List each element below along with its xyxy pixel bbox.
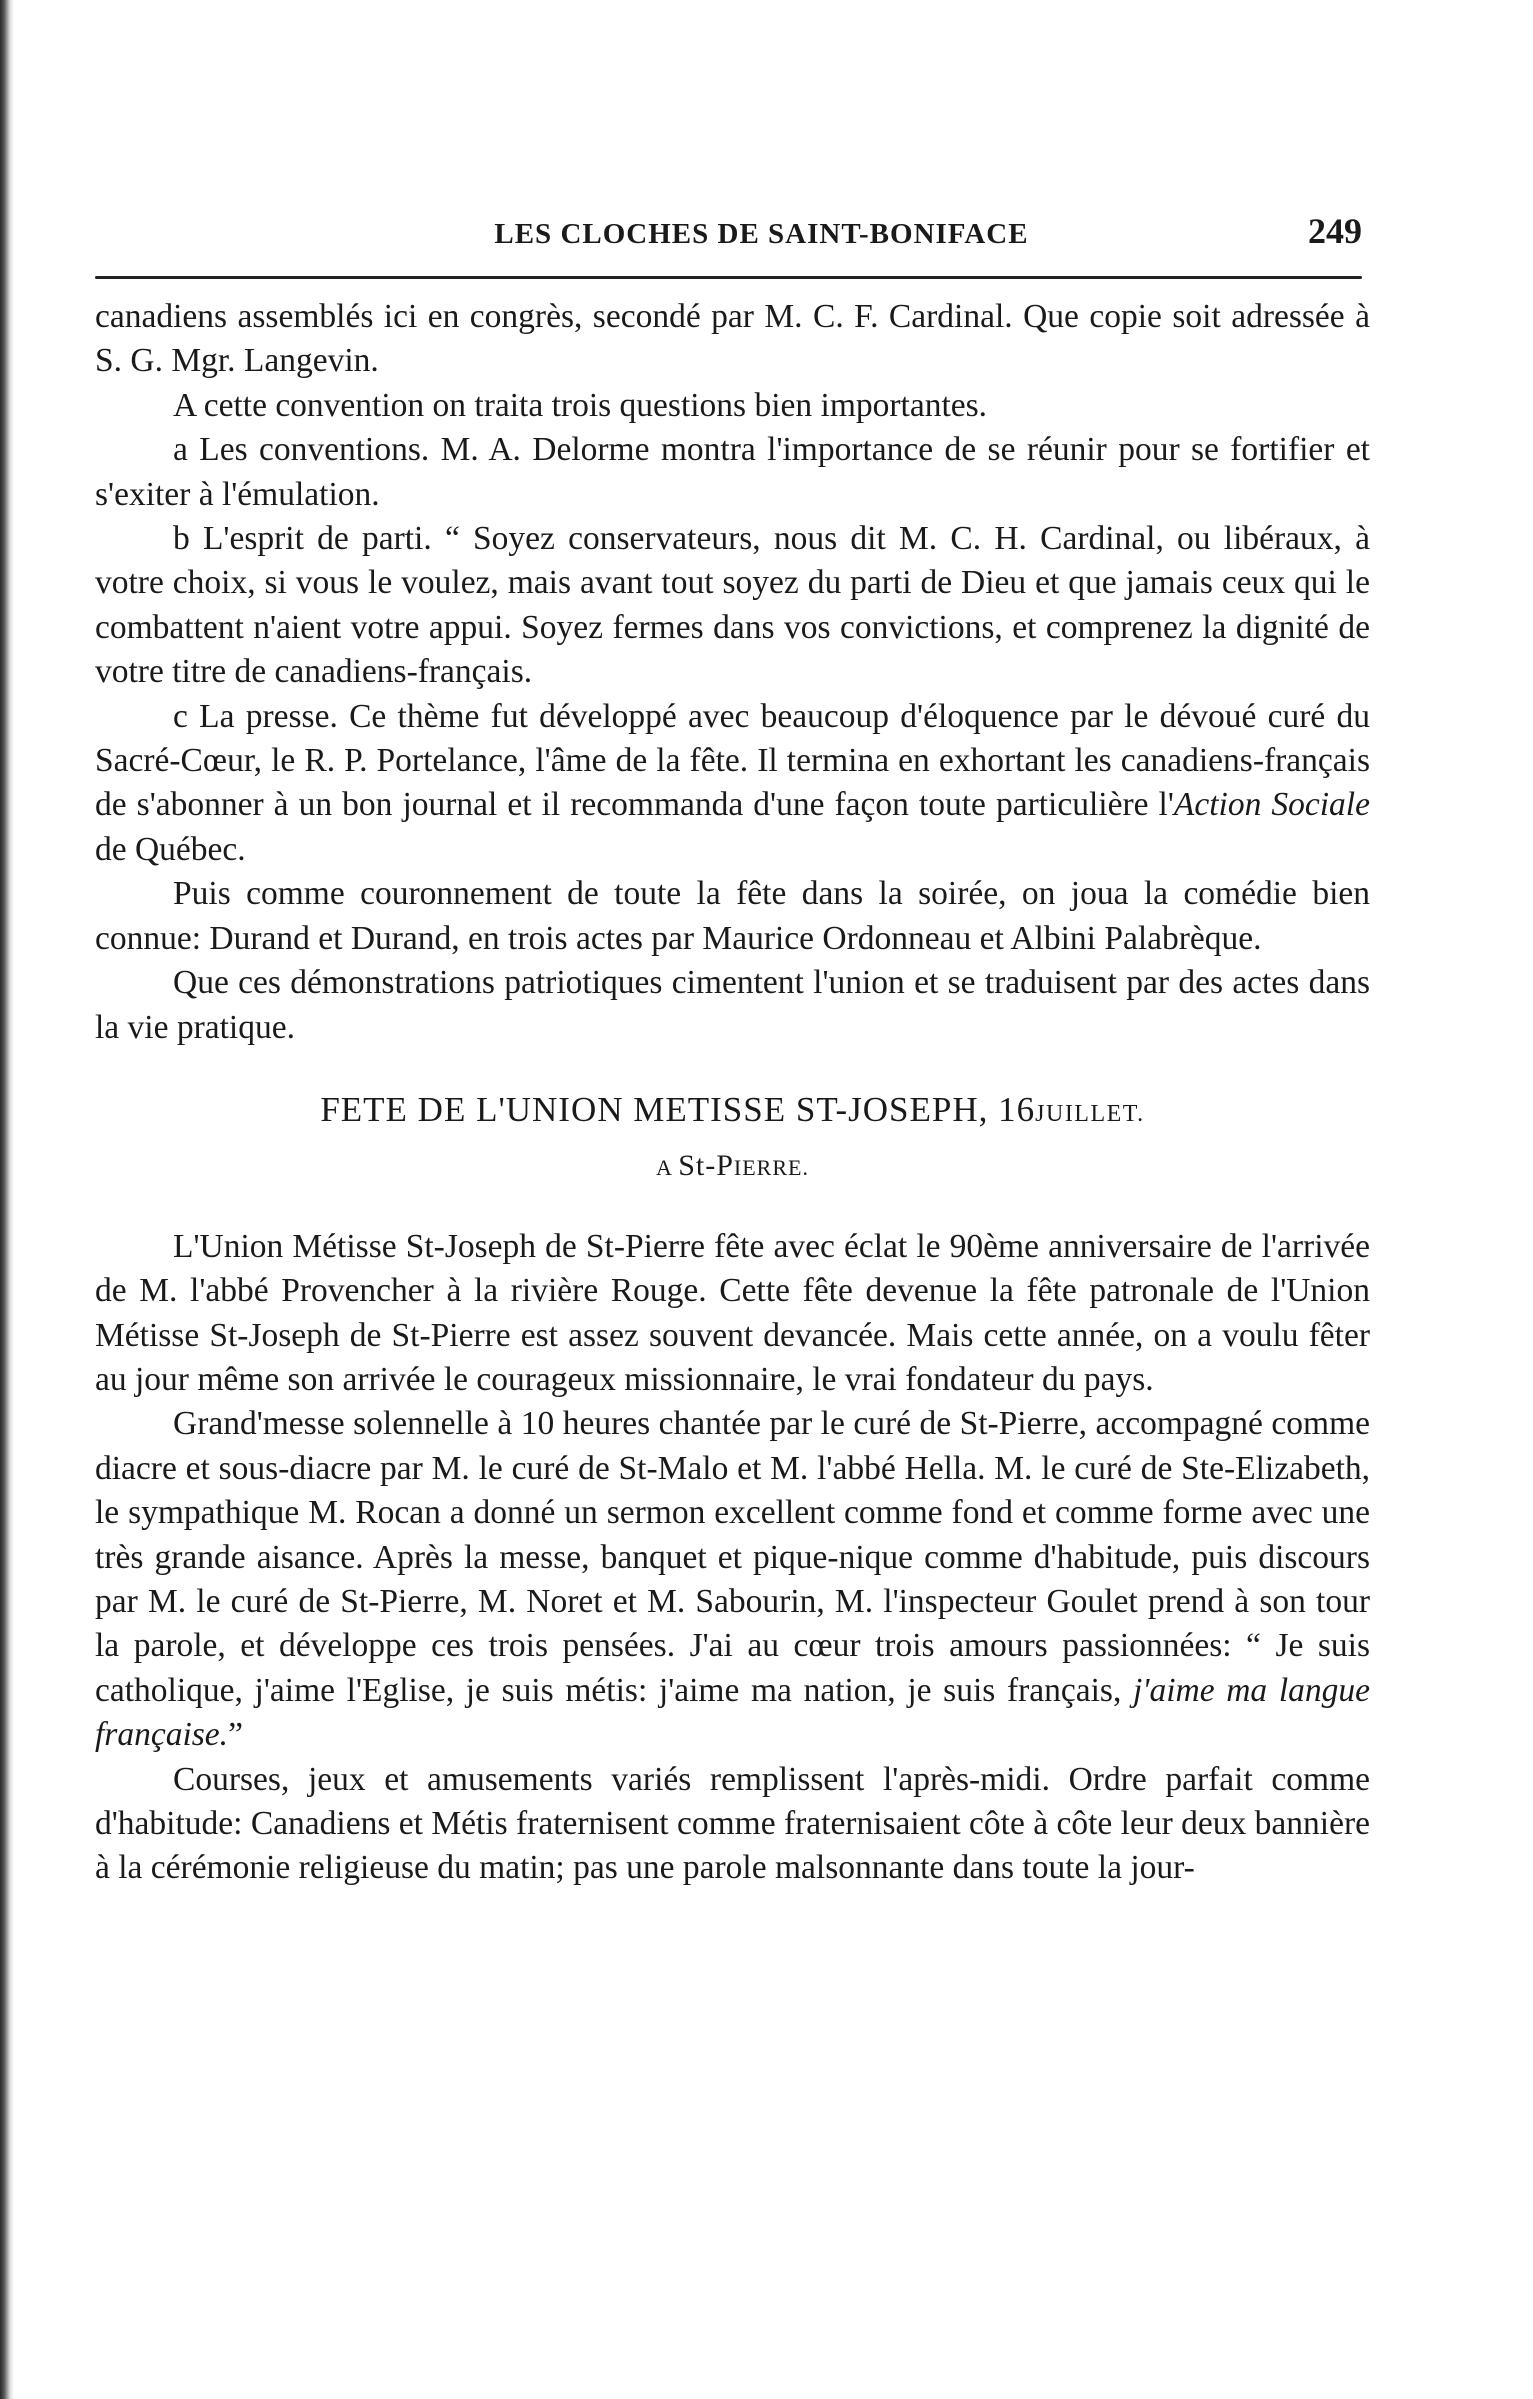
running-head: LES CLOCHES DE SAINT-BONIFACE xyxy=(494,218,1029,250)
paragraph-4: b L'esprit de parti. “ Soyez conservateurs, nous dit M. C. H. Cardinal, ou libéraux, à votre choix, si vous le voulez, mais avant tout soyez du parti de Dieu et que jamais ceux qui le combattent n'aient votre appui. Soyez fermes dans vos convictions, et comprenez la dignité de votre titre de canadiens-français. xyxy=(95,520,1370,691)
paragraph-1: canadiens assemblés ici en congrès, secondé par M. C. F. Cardinal. Que copie soit adressée à S. G. Mgr. Langevin. xyxy=(95,298,1370,380)
section-subtitle xyxy=(95,1144,1370,1190)
page-edge-shadow xyxy=(0,0,14,2399)
quote-italic: j'aime ma langue française. xyxy=(95,1671,1370,1754)
paragraph-5 xyxy=(95,695,1370,873)
paragraph-9-end: ” xyxy=(228,1716,243,1754)
section-sub-a: A xyxy=(656,1155,679,1181)
section-title-main: FETE DE L'UNION METISSE ST-JOSEPH, 16 xyxy=(320,1089,1036,1129)
section-title xyxy=(95,1088,1370,1136)
paragraph-10: Courses, jeux et amusements variés remplissent l'après-midi. Ordre parfait comme d'habitude: Canadiens et Métis fraternisent comme fraternisaient côte à côte leur deux bannière à la cérémonie religieuse du matin; pas une parole malsonnante dans toute la jour- xyxy=(95,1760,1370,1887)
section-title-month: JUILLET. xyxy=(1035,1100,1145,1127)
paragraph-2: A cette convention on traita trois questions bien importantes. xyxy=(173,386,988,424)
body-text xyxy=(95,295,1370,1891)
journal-title: Action Sociale xyxy=(1173,786,1370,824)
page-number: 249 xyxy=(1308,211,1362,251)
page-header xyxy=(95,210,1370,252)
section-sub-sc: IERRE. xyxy=(733,1155,809,1181)
paragraph-9 xyxy=(95,1402,1370,1757)
paragraph-6: Puis comme couronnement de toute la fête dans la soirée, on joua la comédie bien connue: Durand et Durand, en trois actes par Maurice Ordonneau et Albini Palabrèque. xyxy=(95,875,1370,957)
paragraph-3: a Les conventions. M. A. Delorme montra l'importance de se réunir pour se fortifier et s'exiter à l'émulation. xyxy=(95,431,1370,513)
paragraph-8: L'Union Métisse St-Joseph de St-Pierre fête avec éclat le 90ème anniversaire de l'arrivée de M. l'abbé Provencher à la rivière Rouge. Cette fête devenue la fête patronale de l'Union Métisse St-Joseph de St-Pierre est assez souvent devancée. Mais cette année, on a voulu fêter au jour même son arrivée le courageux missionnaire, le vrai fondateur du pays. xyxy=(95,1227,1370,1398)
paragraph-7: Que ces démonstrations patriotiques cimentent l'union et se traduisent par des actes dans la vie pratique. xyxy=(95,964,1370,1046)
header-rule xyxy=(95,276,1362,279)
paragraph-9-text: Grand'messe solennelle à 10 heures chantée par le curé de St-Pierre, accompagné comme diacre et sous-diacre par M. le curé de St-Malo et M. l'abbé Hella. M. le curé de Ste-Elizabeth, le sympathique M. Rocan a donné un sermon excellent comme fond et comme forme avec une très grande aisance. Après la messe, banquet et pique-nique comme d'habitude, puis discours par M. le curé de St-Pierre, M. Noret et M. Sabourin, M. l'inspecteur Goulet prend à son tour la parole, et développe ces trois pensées. J'ai au cœur trois amours passionnées: “ Je suis catholique, j'aime l'Eglise, je suis métis: j'aime ma nation, je suis français, xyxy=(95,1405,1370,1709)
paragraph-5-text: c La presse. Ce thème fut développé avec beaucoup d'éloquence par le dévoué curé du Sacré-Cœur, le R. P. Portelance, l'âme de la fête. Il termina en exhortant les canadiens-français de s'abonner à un bon journal et il recommanda d'une façon toute particulière l' xyxy=(95,697,1370,824)
paragraph-5-end: de Québec. xyxy=(95,830,246,868)
book-page xyxy=(95,210,1370,1891)
section-sub-b: St-P xyxy=(678,1149,734,1183)
